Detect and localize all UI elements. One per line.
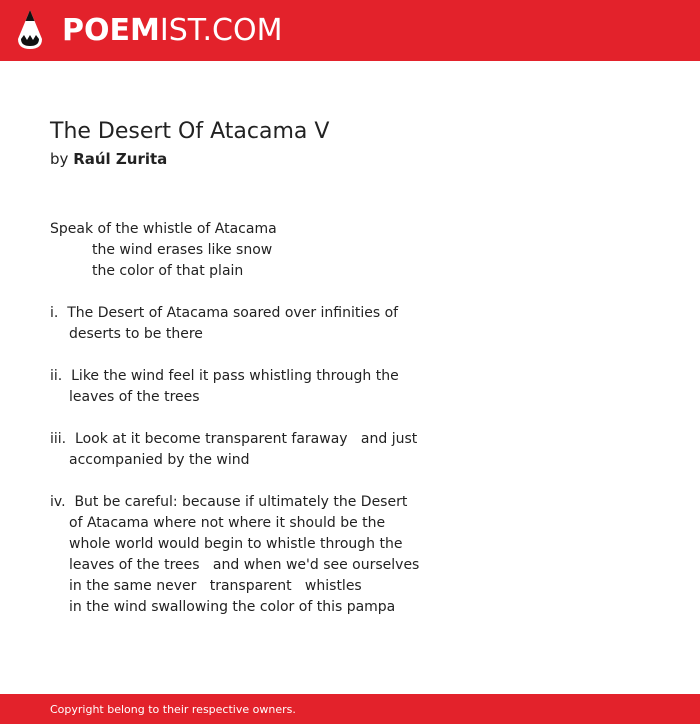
poem-line: whole world would begin to whistle through the — [69, 536, 403, 552]
poem-line: deserts to be there — [69, 326, 203, 342]
by-label: by — [50, 150, 69, 168]
poem-line: leaves of the trees — [69, 389, 200, 405]
poem-line: the color of that plain — [92, 263, 244, 279]
poem-line: in the same never transparent whistles — [69, 578, 362, 594]
poem-line: of Atacama where not where it should be the — [69, 515, 386, 531]
poem-title: The Desert Of Atacama V — [50, 119, 330, 144]
poem-line: the wind erases like snow — [92, 242, 273, 258]
poem-body — [50, 219, 470, 618]
brand-light-text: IST.COM — [159, 13, 283, 48]
site-header — [0, 0, 700, 61]
poem-line: ii. Like the wind feel it pass whistling through the — [50, 368, 399, 384]
site-logo-wordmark[interactable] — [62, 12, 282, 50]
poem-line: Speak of the whistle of Atacama — [50, 221, 277, 237]
stanza-break — [50, 345, 470, 366]
stanza-break — [50, 408, 470, 429]
copyright-notice: Copyright belong to their respective owners. — [50, 703, 296, 716]
poem-line: in the wind swallowing the color of this pampa — [69, 599, 396, 615]
byline — [50, 149, 167, 169]
stanza-break — [50, 471, 470, 492]
brand-bold-text: POEM — [62, 13, 160, 48]
poem-line: iii. Look at it become transparent faraway and just — [50, 431, 418, 447]
poem-line: accompanied by the wind — [69, 452, 250, 468]
site-footer — [0, 694, 700, 724]
poem-line: leaves of the trees and when we'd see ourselves — [69, 557, 420, 573]
pencil-tip-icon[interactable] — [17, 9, 43, 51]
poem-line: iv. But be careful: because if ultimately the Desert — [50, 494, 408, 510]
stanza-break — [50, 282, 470, 303]
author-name: Raúl Zurita — [73, 150, 168, 168]
poem-line: i. The Desert of Atacama soared over infinities of — [50, 305, 399, 321]
